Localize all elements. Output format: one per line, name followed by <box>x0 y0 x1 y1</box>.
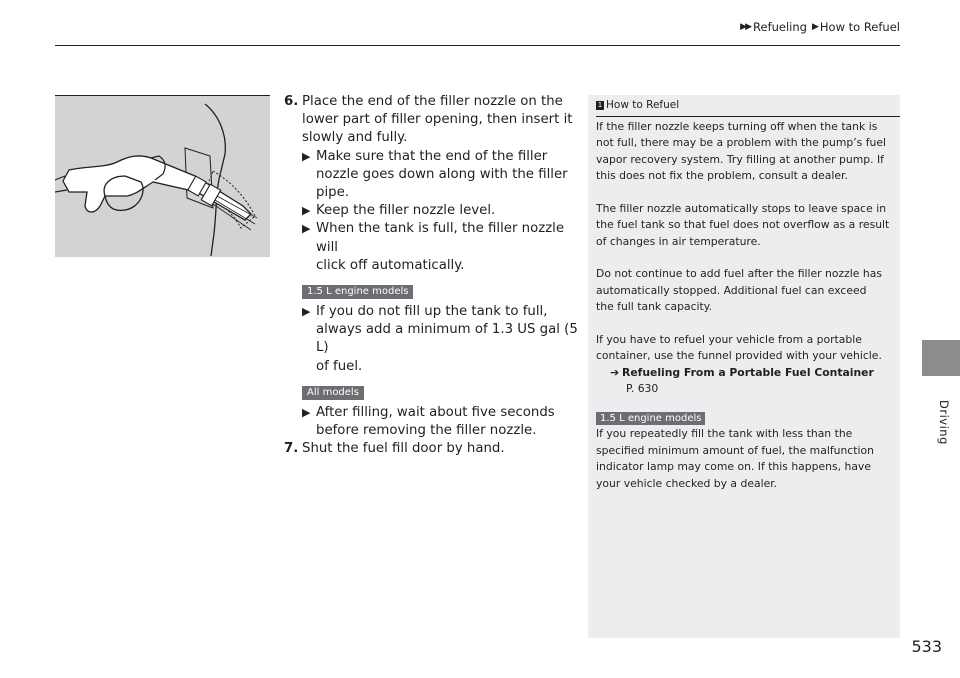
cross-reference-text[interactable]: Refueling From a Portable Fuel Container <box>622 365 874 379</box>
text-line: When the tank is full, the filler nozzle will <box>316 221 565 255</box>
cross-reference-page[interactable]: P. 630 <box>626 382 659 395</box>
text-line: pipe. <box>316 185 349 201</box>
step-6 <box>284 93 584 148</box>
bullet-item <box>284 202 584 220</box>
chapter-tab[interactable] <box>922 340 960 376</box>
text-line: After filling, wait about five seconds <box>316 404 555 420</box>
bullet-item <box>284 404 584 440</box>
header-divider <box>55 45 900 46</box>
triangle-bullet-icon: ▶ <box>302 222 311 236</box>
breadcrumb <box>740 20 900 34</box>
sidebar-paragraph: If you have to refuel your vehicle from a portable container, use the funnel provided with your vehicle. <box>596 332 882 362</box>
step-number: 7. <box>284 441 299 457</box>
bullet-item <box>284 220 584 275</box>
fuel-nozzle-drawing <box>55 96 268 256</box>
text-line: Make sure that the end of the filler <box>316 148 548 164</box>
text-line: click off automatically. <box>316 257 465 273</box>
sidebar-paragraph: If you repeatedly fill the tank with less than the specified minimum amount of fuel, the malfunction indicator lamp may come on. If this happens, have your vehicle checked by a dealer. <box>596 427 874 490</box>
text-line: slowly and fully. <box>302 130 408 146</box>
model-badge-15l: 1.5 L engine models <box>302 285 413 299</box>
text-line: nozzle goes down along with the filler <box>316 166 568 182</box>
step-text <box>302 93 584 148</box>
chapter-tab-label[interactable]: Driving <box>937 400 951 445</box>
model-badge-15l: 1.5 L engine models <box>596 412 705 425</box>
model-badge-all: All models <box>302 386 364 400</box>
page-number: 533 <box>911 637 942 656</box>
text-line: of fuel. <box>316 358 363 374</box>
triangle-bullet-icon: ▶ <box>302 405 311 419</box>
filler-nozzle-illustration <box>55 95 270 257</box>
bullet-item <box>284 303 584 376</box>
bullet-item <box>284 148 584 203</box>
triangle-bullet-icon: ▶ <box>302 149 311 163</box>
note-icon: 1 <box>597 100 603 109</box>
step-text: Shut the fuel fill door by hand. <box>302 441 505 457</box>
cross-reference-icon: ➔ <box>610 365 620 379</box>
text-line: Place the end of the filler nozzle on the <box>302 94 563 109</box>
breadcrumb-refueling[interactable]: Refueling <box>753 20 807 34</box>
text-line: If you do not fill up the tank to full, <box>316 304 548 320</box>
breadcrumb-arrow-icon: ▶▶ <box>740 22 751 32</box>
sidebar-paragraph: If the filler nozzle keeps turning off when the tank is not full, there may be a problem with the pump’s fuel vapor recovery system. Try filling at another pump. If this does not fix the problem, consult a dealer. <box>596 119 886 182</box>
text-line: lower part of filler opening, then insert it <box>302 112 573 128</box>
text-line: always add a minimum of 1.3 US gal (5 L) <box>316 322 578 356</box>
step-number: 6. <box>284 94 299 109</box>
sidebar-paragraph: Do not continue to add fuel after the filler nozzle has automatically stopped. Additional fuel can exceed the full tank capacity. <box>596 267 882 313</box>
breadcrumb-arrow-icon: ▶ <box>811 22 817 32</box>
cross-reference-link[interactable] <box>596 365 892 382</box>
sidebar-title-text: How to Refuel <box>606 99 680 111</box>
triangle-bullet-icon: ▶ <box>302 305 311 319</box>
notes-sidebar <box>588 95 900 638</box>
text-line: Keep the filler nozzle level. <box>316 203 496 219</box>
sidebar-title <box>596 97 900 117</box>
breadcrumb-how-to-refuel[interactable]: How to Refuel <box>819 20 900 34</box>
triangle-bullet-icon: ▶ <box>302 204 311 218</box>
sidebar-paragraph: The filler nozzle automatically stops to leave space in the fuel tank so that fuel does not overflow as a result of changes in air temperature. <box>596 201 890 248</box>
text-line: before removing the filler nozzle. <box>316 423 537 439</box>
step-7 <box>284 440 584 458</box>
instruction-column <box>284 93 584 458</box>
